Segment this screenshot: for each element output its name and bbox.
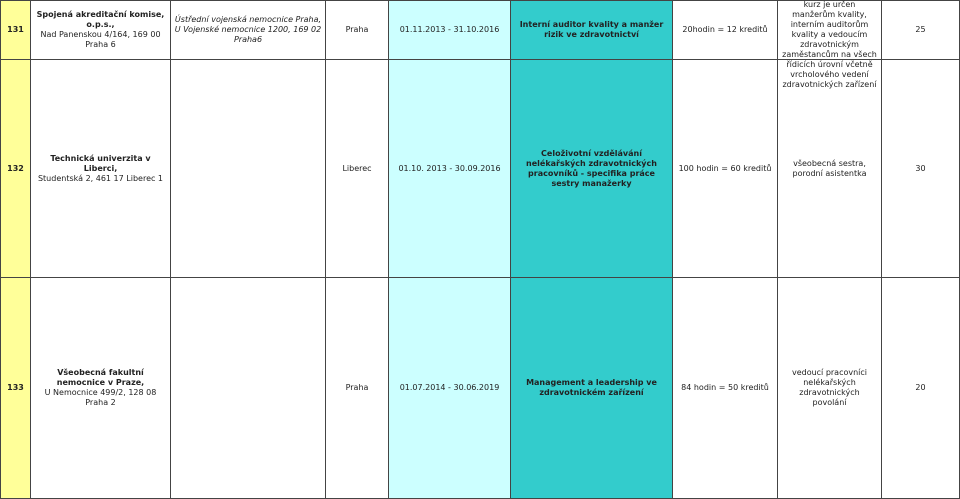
row-number: 133 <box>1 278 31 499</box>
provider-cell <box>31 278 171 499</box>
target-text: kurz je určen manžerům kvality, interním auditorům kvality a vedoucím zdravotnickým zaměstancům na všech řídicích úrovní včetně vrcholového vedení zdravotnických zařízení <box>782 0 877 89</box>
dates-cell: 01.10. 2013 - 30.09.2016 <box>389 60 511 278</box>
target-cell: všeobecná sestra, porodní asistentka <box>778 60 882 278</box>
row-number: 132 <box>1 60 31 278</box>
provider-address: U Nemocnice 499/2, 128 08 Praha 2 <box>44 388 157 407</box>
provider-cell <box>31 60 171 278</box>
count-cell: 20 <box>882 278 960 499</box>
venue-cell <box>171 278 326 499</box>
table-row <box>1 1 960 60</box>
provider-address: Studentská 2, 461 17 Liberec 1 <box>37 173 164 183</box>
table-row <box>1 278 960 499</box>
city-cell: Praha <box>326 278 389 499</box>
program-cell: Management a leadership ve zdravotnickém zařízení <box>511 278 673 499</box>
provider-name: Technická univerzita v Liberci, <box>50 153 151 173</box>
provider-name: Všeobecná fakultní nemocnice v Praze, <box>56 368 145 387</box>
credits-cell: 84 hodin = 50 kreditů <box>673 278 778 499</box>
provider-cell <box>31 1 171 60</box>
city-cell: Praha <box>326 1 389 60</box>
provider-address: Nad Panenskou 4/164, 169 00 Praha 6 <box>40 30 161 49</box>
program-cell: Interní auditor kvality a manžer rizik ve zdravotnictví <box>511 1 673 60</box>
count-cell: 25 <box>882 1 960 60</box>
target-cell: vedoucí pracovníci nelékařských zdravotnických povolání <box>778 278 882 499</box>
city-cell: Liberec <box>326 60 389 278</box>
venue-cell <box>171 60 326 278</box>
credits-cell: 20hodin = 12 kreditů <box>673 1 778 60</box>
dates-cell: 01.11.2013 - 31.10.2016 <box>389 1 511 60</box>
credits-cell: 100 hodin = 60 kreditů <box>673 60 778 278</box>
venue-cell: Ústřední vojenská nemocnice Praha, U Vojenské nemocnice 1200, 169 02 Praha6 <box>171 1 326 60</box>
table-row <box>1 60 960 278</box>
count-cell: 30 <box>882 60 960 278</box>
row-number: 131 <box>1 1 31 60</box>
target-cell <box>778 0 882 89</box>
provider-name: Spojená akreditační komise, o.p.s., <box>36 10 165 29</box>
dates-cell: 01.07.2014 - 30.06.2019 <box>389 278 511 499</box>
program-cell: Celoživotní vzdělávání nelékařských zdravotnických pracovníků - specifika práce sestry manažerky <box>511 60 673 278</box>
